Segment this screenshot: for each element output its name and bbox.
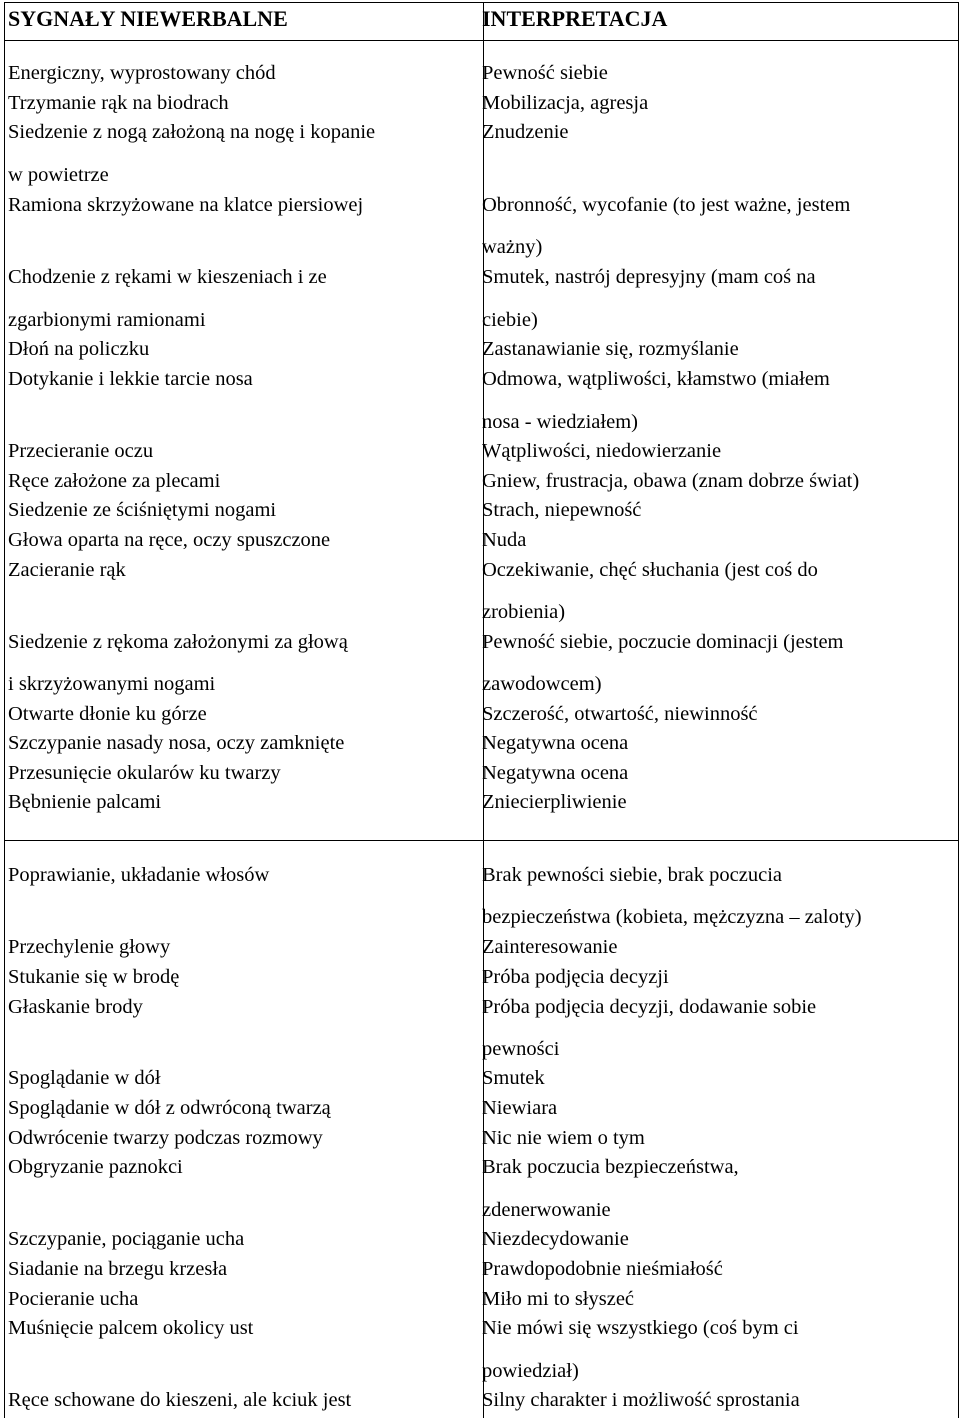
interpretation-line: nosa - wiedziałem): [482, 411, 638, 433]
interpretation-line: Pewność siebie, poczucie dominacji (jestem: [482, 631, 844, 653]
header-divider: [5, 40, 958, 41]
signal-line: Spoglądanie w dół: [8, 1067, 161, 1089]
interpretation-line: Próba podjęcia decyzji: [482, 966, 669, 988]
interpretation-line: bezpieczeństwa (kobieta, mężczyzna – zaloty): [482, 906, 862, 928]
signal-line: Ramiona skrzyżowane na klatce piersiowej: [8, 194, 364, 216]
interpretation-line: Smutek, nastrój depresyjny (mam coś na: [482, 266, 816, 288]
interpretation-line: pewności: [482, 1038, 560, 1060]
signal-line: Siedzenie ze ściśniętymi nogami: [8, 499, 277, 521]
signal-line: Poprawianie, układanie włosów: [8, 864, 270, 886]
signal-line: Siedzenie z rękoma założonymi za głową: [8, 631, 348, 653]
interpretation-line: Wątpliwości, niedowierzanie: [482, 440, 722, 462]
interpretation-line: Negatywna ocena: [482, 762, 629, 784]
signal-line: Muśnięcie palcem okolicy ust: [8, 1317, 254, 1339]
interpretation-line: zdenerwowanie: [482, 1199, 611, 1221]
interpretation-line: ważny): [482, 236, 543, 258]
interpretation-line: Brak pewności siebie, brak poczucia: [482, 864, 782, 886]
interpretation-line: Silny charakter i możliwość sprostania: [482, 1389, 800, 1411]
header-signals: SYGNAŁY NIEWERBALNE: [8, 6, 288, 31]
interpretation-line: Nie mówi się wszystkiego (coś bym ci: [482, 1317, 799, 1339]
signal-line: Bębnienie palcami: [8, 791, 162, 813]
interpretation-line: Nuda: [482, 529, 527, 551]
interpretation-line: Oczekiwanie, chęć słuchania (jest coś do: [482, 559, 818, 581]
signal-line: Głowa oparta na ręce, oczy spuszczone: [8, 529, 331, 551]
interpretation-line: zawodowcem): [482, 673, 602, 695]
interpretation-line: Pewność siebie: [482, 62, 608, 84]
interpretation-line: Niezdecydowanie: [482, 1228, 629, 1250]
interpretation-line: Brak poczucia bezpieczeństwa,: [482, 1156, 739, 1178]
signal-line: Spoglądanie w dół z odwróconą twarzą: [8, 1097, 331, 1119]
interpretation-line: Obronność, wycofanie (to jest ważne, jestem: [482, 194, 851, 216]
interpretation-line: Zainteresowanie: [482, 936, 618, 958]
signal-line: Siadanie na brzegu krzesła: [8, 1258, 228, 1280]
signal-line: Szczypanie, pociąganie ucha: [8, 1228, 245, 1250]
interpretation-line: powiedział): [482, 1360, 579, 1382]
interpretation-line: Zastanawianie się, rozmyślanie: [482, 338, 739, 360]
signal-line: Siedzenie z nogą założoną na nogę i kopanie: [8, 121, 376, 143]
interpretation-line: Smutek: [482, 1067, 545, 1089]
signal-line: Ręce założone za plecami: [8, 470, 221, 492]
interpretation-line: Mobilizacja, agresja: [482, 92, 649, 114]
signal-line: zgarbionymi ramionami: [8, 309, 206, 331]
interpretation-line: Prawdopodobnie nieśmiałość: [482, 1258, 723, 1280]
interpretation-line: Niewiara: [482, 1097, 558, 1119]
section-divider: [5, 840, 958, 841]
interpretation-line: Odmowa, wątpliwości, kłamstwo (miałem: [482, 368, 830, 390]
interpretation-line: Negatywna ocena: [482, 732, 629, 754]
interpretation-line: ciebie): [482, 309, 538, 331]
signal-line: Chodzenie z rękami w kieszeniach i ze: [8, 266, 327, 288]
interpretation-line: Gniew, frustracja, obawa (znam dobrze świat): [482, 470, 860, 492]
signal-line: Dłoń na policzku: [8, 338, 150, 360]
interpretation-line: Strach, niepewność: [482, 499, 642, 521]
interpretation-line: Znudzenie: [482, 121, 569, 143]
signal-line: Przecieranie oczu: [8, 440, 154, 462]
signal-line: Pocieranie ucha: [8, 1288, 139, 1310]
signal-line: Przechylenie głowy: [8, 936, 171, 958]
interpretation-line: zrobienia): [482, 601, 566, 623]
signal-line: Dotykanie i lekkie tarcie nosa: [8, 368, 253, 390]
interpretation-line: Próba podjęcia decyzji, dodawanie sobie: [482, 996, 817, 1018]
header-interpretation: INTERPRETACJA: [482, 6, 668, 31]
signal-line: Przesunięcie okularów ku twarzy: [8, 762, 281, 784]
interpretation-line: Nic nie wiem o tym: [482, 1127, 645, 1149]
signal-line: Energiczny, wyprostowany chód: [8, 62, 276, 84]
signal-line: Zacieranie rąk: [8, 559, 126, 581]
signal-line: Trzymanie rąk na biodrach: [8, 92, 229, 114]
signal-line: i skrzyżowanymi nogami: [8, 673, 216, 695]
signal-line: Otwarte dłonie ku górze: [8, 703, 207, 725]
interpretation-line: Szczerość, otwartość, niewinność: [482, 703, 758, 725]
interpretation-line: Zniecierpliwienie: [482, 791, 627, 813]
signal-line: Odwrócenie twarzy podczas rozmowy: [8, 1127, 323, 1149]
signal-line: Stukanie się w brodę: [8, 966, 180, 988]
signal-line: Szczypanie nasady nosa, oczy zamknięte: [8, 732, 345, 754]
signal-line: Głaskanie brody: [8, 996, 143, 1018]
signal-line: w powietrze: [8, 164, 109, 186]
signal-line: Obgryzanie paznokci: [8, 1156, 183, 1178]
signal-line: Ręce schowane do kieszeni, ale kciuk jest: [8, 1389, 352, 1411]
interpretation-line: Miło mi to słyszeć: [482, 1288, 635, 1310]
